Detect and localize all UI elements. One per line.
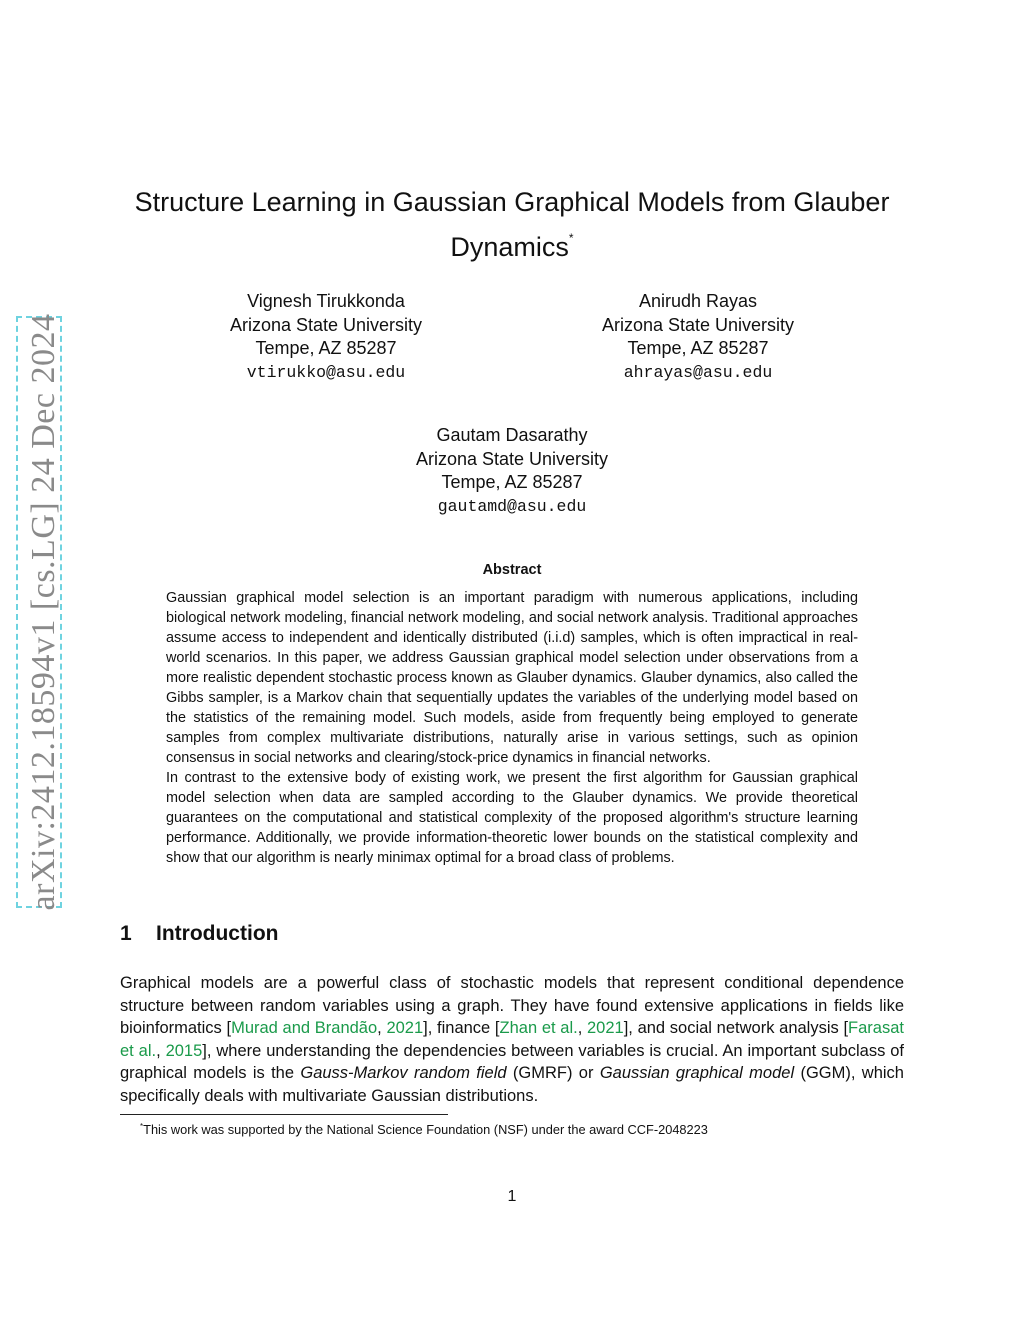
citation-link[interactable]: Murad and Brandão xyxy=(231,1019,378,1038)
author-block-2 xyxy=(578,290,818,384)
title-line-1: Structure Learning in Gaussian Graphical Models from Glauber xyxy=(134,187,890,217)
citation-link[interactable]: Farasat et al. xyxy=(120,1019,904,1060)
title-footnote-mark: * xyxy=(568,231,574,245)
author-email: ahrayas@asu.edu xyxy=(623,362,773,382)
author-email: vtirukko@asu.edu xyxy=(246,362,406,382)
page-number: 1 xyxy=(507,1188,517,1205)
author-block-1 xyxy=(206,290,446,384)
citation-year-link[interactable]: 2021 xyxy=(386,1019,424,1038)
intro-emphasis: Gaussian graphical model xyxy=(599,1064,795,1083)
author-affiliation: Arizona State University xyxy=(229,314,423,335)
abstract-heading: Abstract xyxy=(482,562,542,578)
arxiv-stamp-text: arXiv:2412.18594v1 [cs.LG] 24 Dec 2024 xyxy=(25,313,62,911)
intro-text: ], and social network analysis [ xyxy=(623,1019,849,1038)
abstract-paragraph-1: Gaussian graphical model selection is an important paradigm with numerous applications, including biological network modeling, financial network modeling, and social network analysis. Traditional approaches assume access to independent and identically distributed (i.i.d) samples, which is often impractical in real-world scenarios. In this paper, we address Gaussian graphical model selection under observations from a more realistic dependent stochastic process known as Glauber dynamics. Glauber dynamics, also called the Gibbs sampler, is a Markov chain that sequentially updates the variables of the underlying model based on the statistics of the remaining model. Such models, aside from frequently being employed to generate samples from complex multivariate distributions, naturally arise in various settings, such as opinion consensus in social networks and clearing/stock-price dynamics in financial networks. xyxy=(166,590,858,766)
title-line-2-text: Dynamics xyxy=(450,232,569,262)
citation-year-link[interactable]: 2015 xyxy=(165,1041,203,1060)
intro-text: ], finance [ xyxy=(423,1019,500,1038)
title-line-2 xyxy=(120,220,904,265)
footnote-text: This work was supported by the National Science Foundation (NSF) under the award CCF-2048223 xyxy=(143,1122,708,1137)
author-address: Tempe, AZ 85287 xyxy=(255,338,397,358)
intro-text: ], where understanding the dependencies between variables is crucial. An important subclass of graphical models is the xyxy=(120,1041,905,1083)
author-address: Tempe, AZ 85287 xyxy=(441,472,583,492)
section-number: 1 xyxy=(120,922,132,945)
paper-title xyxy=(120,184,904,265)
footnote-rule xyxy=(120,1114,448,1115)
citation-link[interactable]: Zhan et al. xyxy=(499,1019,578,1038)
footnote-mark: * xyxy=(140,1122,144,1131)
footnote xyxy=(140,1122,708,1137)
intro-emphasis: Gauss-Markov random field xyxy=(300,1064,507,1083)
intro-text: (GMRF) or xyxy=(506,1064,600,1083)
intro-text: Graphical models are a powerful class of stochastic models that represent conditional dependence structure between random variables using a graph. They have found extensive applications in fields like bioinformatics [ xyxy=(120,974,904,1038)
section-heading-introduction xyxy=(120,922,278,946)
author-block-3 xyxy=(392,424,632,518)
intro-text: (GGM), which specifically deals with multivariate Gaussian distributions. xyxy=(120,1064,904,1105)
author-affiliation: Arizona State University xyxy=(415,448,609,469)
author-address: Tempe, AZ 85287 xyxy=(627,338,769,358)
author-name: Vignesh Tirukkonda xyxy=(247,291,405,311)
author-name: Gautam Dasarathy xyxy=(436,425,588,445)
citation-year-link[interactable]: 2021 xyxy=(586,1019,624,1038)
abstract-paragraph-2: In contrast to the extensive body of existing work, we present the first algorithm for Gaussian graphical model selection when data are sampled according to the Glauber dynamics. We provide theoretical guarantees on the computational and statistical complexity of the proposed algorithm's structure learning performance. Additionally, we provide information-theoretic lower bounds on the statistical complexity and show that our algorithm is nearly minimax optimal for a broad class of problems. xyxy=(166,770,858,866)
abstract-body xyxy=(166,588,858,868)
author-affiliation: Arizona State University xyxy=(601,314,795,335)
intro-paragraph: Graphical models are a powerful class of stochastic models that represent conditional dependence structure between random variables using a graph. They have found extensive applications in fields like bioinformatics [Murad and Brandão, 2021], finance [Zhan et al., 2021], and social network analysis [Farasat et al., 2015], where understanding the dependencies between variables is crucial. An important subclass of graphical models is the Gauss-Markov random field (GMRF) or Gaussian graphical model (GGM), which specifically deals with multivariate Gaussian distributions. xyxy=(120,974,905,1105)
author-email: gautamd@asu.edu xyxy=(437,496,587,516)
section-title: Introduction xyxy=(156,922,279,945)
author-name: Anirudh Rayas xyxy=(638,291,758,311)
